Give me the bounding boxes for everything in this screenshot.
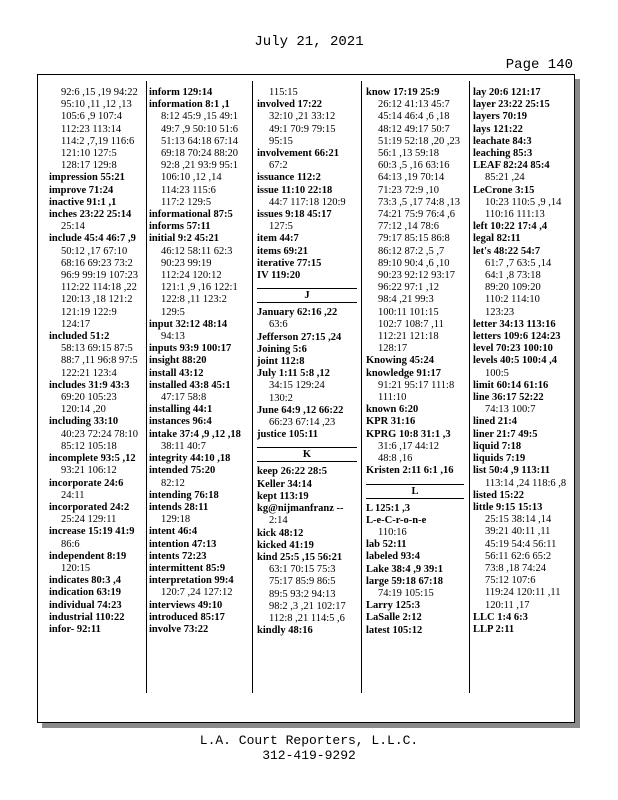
index-entry: large 59:18 67:18 (366, 575, 443, 587)
index-entry: lab 52:11 (366, 539, 407, 551)
section-letter-heading: J (257, 288, 357, 303)
index-entry: initial 9:2 45:21 (149, 233, 219, 245)
index-entry: keep 26:22 28:5 (257, 466, 327, 478)
index-entry-continuation: 112:24 120:12 (161, 270, 222, 282)
index-entry-continuation: 92:6 ,15 ,19 94:22 (61, 87, 138, 98)
index-entry: levels 40:5 100:4 ,4 (473, 355, 557, 367)
index-entry: introduced 85:17 (149, 611, 225, 623)
index-entry-continuation: 91:21 95:17 111:8 (378, 379, 455, 391)
index-entry-continuation: 74:13 100:7 (485, 404, 536, 416)
index-entry: informational 87:5 (149, 209, 233, 221)
index-entry: input 32:12 48:14 (149, 318, 228, 330)
index-entry: layers 70:19 (473, 111, 527, 123)
index-entry: inactive 91:1 ,1 (49, 196, 117, 208)
index-entry: knowledge 91:17 (366, 367, 441, 379)
index-entry: independent 8:19 (49, 550, 127, 562)
page-number: Page 140 (505, 57, 573, 73)
index-entry: Jefferson 27:15 ,24 (257, 331, 342, 343)
index-entry-continuation: 82:12 (161, 477, 185, 489)
index-entry-continuation: 96:9 99:19 107:23 (61, 270, 139, 282)
index-entry: level 70:23 100:10 (473, 343, 553, 355)
index-entry: involve 73:22 (149, 623, 209, 635)
index-entry-continuation: 38:11 40:7 (161, 440, 206, 452)
index-entry: leaching 85:3 (473, 148, 533, 160)
index-entry: joint 112:8 (257, 356, 305, 368)
index-entry-continuation: 34:15 129:24 (269, 380, 325, 392)
index-entry-continuation: 100:11 101:15 (378, 306, 439, 318)
index-entry-continuation: 67:2 (269, 160, 288, 172)
index-entry-continuation: 2:14 (269, 515, 288, 527)
index-entry-continuation: 45:19 54:4 56:11 (485, 538, 557, 550)
index-entry: lays 121:22 (473, 123, 523, 135)
index-entry: July 1:11 5:8 ,12 (257, 368, 330, 380)
index-entry: list 50:4 ,9 113:11 (473, 465, 551, 477)
index-entry-continuation: 112:21 121:18 (378, 331, 439, 343)
index-entry: intended 75:20 (149, 465, 216, 477)
index-entry-continuation: 69:18 70:24 88:20 (161, 148, 239, 160)
index-entry: involved 17:22 (257, 99, 323, 111)
index-entry: individual 74:23 (49, 599, 122, 611)
index-entry-continuation: 112:22 114:18 ,22 (61, 282, 137, 294)
index-entry: increase 15:19 41:9 (49, 526, 135, 538)
index-entry-continuation: 120:14 ,20 (61, 404, 106, 416)
index-entry: KPR 31:16 (366, 416, 416, 428)
index-entry: leachate 84:3 (473, 135, 532, 147)
index-entry-continuation: 123:23 (485, 306, 515, 318)
index-entry: liquids 7:19 (473, 453, 526, 465)
index-entry: interviews 49:10 (149, 599, 223, 611)
index-entry-continuation: 68:16 69:23 73:2 (61, 257, 133, 269)
index-entry: intending 76:18 (149, 489, 219, 501)
index-entry-continuation: 119:24 120:11 ,11 (485, 587, 561, 599)
document-date: July 21, 2021 (254, 34, 364, 50)
index-column-5 (473, 87, 571, 636)
index-entry: LLC 1:4 6:3 (473, 611, 528, 623)
index-entry-continuation: 73:8 ,18 74:24 (485, 562, 546, 574)
index-entry: lay 20:6 121:17 (473, 87, 541, 98)
index-entry-continuation: 73:3 ,5 ,17 74:8 ,13 (378, 196, 460, 208)
index-entry-continuation: 130:2 (269, 392, 293, 404)
index-entry-continuation: 115:15 (269, 87, 298, 98)
index-entry: letters 109:6 124:23 (473, 331, 561, 343)
index-entry: Lake 38:4 ,9 39:1 (366, 563, 443, 575)
index-entry-continuation: 48:8 ,16 (378, 453, 413, 465)
index-entry: items 69:21 (257, 245, 309, 257)
index-entry-continuation: 56:11 62:6 65:2 (485, 550, 552, 562)
index-entry-continuation: 86:6 (61, 538, 80, 550)
index-entry: intake 37:4 ,9 ,12 ,18 (149, 428, 241, 440)
index-entry: labeled 93:4 (366, 551, 420, 563)
index-entry-continuation: 69:20 105:23 (61, 392, 117, 404)
index-entry-continuation: 25:15 38:14 ,14 (485, 514, 552, 526)
index-entry: little 9:15 15:13 (473, 501, 543, 513)
index-entry: industrial 110:22 (49, 611, 125, 623)
index-entry: installing 44:1 (149, 404, 213, 416)
index-entry: incorporated 24:2 (49, 501, 130, 513)
index-entry-continuation: 114:2 ,7,19 116:6 (61, 135, 135, 147)
index-entry-continuation: 110:16 111:13 (485, 209, 545, 221)
word-index-table (37, 74, 575, 723)
section-letter-heading: L (366, 484, 464, 499)
index-entry-continuation: 113:14 ,24 118:6 ,8 (485, 477, 567, 489)
index-entry: intends 28:11 (149, 501, 209, 513)
index-entry-continuation: 117:2 129:5 (161, 196, 212, 208)
index-entry-continuation: 121:1 ,9 ,16 122:1 (161, 282, 238, 294)
index-entry: LeCrone 3:15 (473, 184, 535, 196)
index-entry: Knowing 45:24 (366, 355, 434, 367)
index-entry-continuation: 120:7 ,24 127:12 (161, 587, 233, 599)
index-entry: intent 46:4 (149, 526, 198, 538)
index-entry-continuation: 40:23 72:24 78:10 (61, 428, 139, 440)
index-entry-continuation: 56:1 ,13 59:18 (378, 148, 439, 160)
index-entry: iterative 77:15 (257, 257, 322, 269)
page-footer (0, 733, 618, 763)
index-entry-continuation: 100:5 (485, 367, 509, 379)
index-entry: layer 23:22 25:15 (473, 99, 550, 111)
index-entry-continuation: 61:7 ,7 63:5 ,14 (485, 257, 552, 269)
index-entry-continuation: 98:2 ,3 ,21 102:17 (269, 600, 346, 612)
index-entry-continuation: 129:5 (161, 306, 185, 318)
index-entry-continuation: 93:21 106:12 (61, 465, 117, 477)
index-entry: indication 63:19 (49, 587, 122, 599)
column-divider (252, 81, 253, 693)
index-entry-continuation: 60:3 ,5 ,16 63:16 (378, 160, 450, 172)
index-entry: include 45:4 46:7 ,9 (49, 233, 136, 245)
index-entry-continuation: 92:8 ,21 93:9 95:1 (161, 160, 239, 172)
index-entry: included 51:2 (49, 331, 110, 343)
index-entry: issuance 112:2 (257, 172, 321, 184)
index-entry: issues 9:18 45:17 (257, 209, 332, 221)
index-entry-continuation: 31:6 ,17 44:12 (378, 440, 439, 452)
index-entry: inputs 93:9 100:17 (149, 343, 232, 355)
index-entry: issue 11:10 22:18 (257, 184, 333, 196)
index-entry-continuation: 120:13 ,18 121:2 (61, 294, 133, 306)
index-entry-continuation: 46:12 58:11 62:3 (161, 245, 233, 257)
index-entry: inform 129:14 (149, 87, 213, 98)
index-entry: Larry 125:3 (366, 600, 420, 612)
index-entry-continuation: 85:12 105:18 (61, 440, 117, 452)
index-entry: incomplete 93:5 ,12 (49, 453, 136, 465)
index-entry-continuation: 63:1 70:15 75:3 (269, 564, 336, 576)
index-entry: liner 21:7 49:5 (473, 428, 538, 440)
index-entry-continuation: 111:10 (378, 392, 407, 404)
index-entry: LLP 2:11 (473, 623, 515, 635)
index-entry-continuation: 122:8 ,11 123:2 (161, 294, 227, 306)
index-entry-continuation: 124:17 (61, 318, 91, 330)
index-entry-continuation: 51:13 64:18 67:14 (161, 135, 239, 147)
index-entry-continuation: 32:10 ,21 33:12 (269, 111, 336, 123)
index-entry: known 6:20 (366, 404, 419, 416)
index-entry-continuation: 114:23 115:6 (161, 184, 216, 196)
index-entry-continuation: 102:7 108:7 ,11 (378, 318, 444, 330)
index-entry-continuation: 112:23 113:14 (61, 123, 122, 135)
index-entry: item 44:7 (257, 233, 299, 245)
index-entry-continuation: 95:10 ,11 ,12 ,13 (61, 99, 132, 111)
index-entry: listed 15:22 (473, 489, 525, 501)
index-entry: install 43:12 (149, 367, 204, 379)
index-entry: January 62:16 ,22 (257, 307, 338, 319)
index-entry: integrity 44:10 ,18 (149, 453, 231, 465)
index-entry-continuation: 122:21 123:4 (61, 367, 117, 379)
index-entry-continuation: 51:19 52:18 ,20 ,23 (378, 135, 460, 147)
index-entry-continuation: 64:13 ,19 70:14 (378, 172, 445, 184)
index-entry-continuation: 66:23 67:14 ,23 (269, 417, 336, 429)
index-entry: intention 47:13 (149, 538, 217, 550)
index-entry-continuation: 88:7 ,11 96:8 97:5 (61, 355, 138, 367)
court-reporter-phone: 312-419-9292 (262, 748, 356, 763)
index-entry-continuation: 128:17 129:8 (61, 160, 117, 172)
index-entry: infor- 92:11 (49, 623, 101, 635)
column-divider (146, 81, 147, 693)
index-entry: incorporate 24:6 (49, 477, 124, 489)
index-entry: KPRG 10:8 31:1 ,3 (366, 428, 451, 440)
index-entry-continuation: 47:17 58:8 (161, 392, 207, 404)
index-entry: let's 48:22 54:7 (473, 245, 541, 257)
index-entry-continuation: 79:17 85:15 86:8 (378, 233, 450, 245)
index-entry: justice 105:11 (257, 429, 318, 441)
index-entry-continuation: 120:11 ,17 (485, 599, 530, 611)
index-entry: kindly 48:16 (257, 625, 313, 637)
index-entry-continuation: 58:13 69:15 87:5 (61, 343, 133, 355)
index-entry: inches 23:22 25:14 (49, 209, 132, 221)
index-entry-continuation: 64:1 ,8 73:18 (485, 270, 541, 282)
index-entry-continuation: 105:6 ,9 107:4 (61, 111, 122, 123)
index-entry: intents 72:23 (149, 550, 207, 562)
index-entry-continuation: 112:8 ,21 114:5 ,6 (269, 612, 345, 624)
index-entry-continuation: 25:14 (61, 221, 85, 233)
index-entry: letter 34:13 113:16 (473, 318, 556, 330)
index-entry-continuation: 63:6 (269, 319, 288, 331)
index-entry: including 33:10 (49, 416, 119, 428)
index-entry: line 36:17 52:22 (473, 392, 544, 404)
index-entry-continuation: 127:5 (269, 221, 293, 233)
index-entry-continuation: 49:1 70:9 79:15 (269, 123, 336, 135)
index-entry-continuation: 89:10 90:4 ,6 ,10 (378, 257, 450, 269)
index-entry-continuation: 89:5 93:2 94:13 (269, 588, 336, 600)
index-entry-continuation: 39:21 40:11 ,11 (485, 526, 551, 538)
index-entry: left 10:22 17:4 ,4 (473, 221, 548, 233)
court-reporter-name: L.A. Court Reporters, L.L.C. (199, 733, 419, 748)
index-entry-continuation: 110:16 (378, 526, 407, 538)
index-entry: kg@nijmanfranz -- (257, 503, 344, 515)
index-entry: kick 48:12 (257, 527, 304, 539)
index-entry: impression 55:21 (49, 172, 125, 184)
index-entry-continuation: 24:11 (61, 489, 85, 501)
index-entry-continuation: 129:18 (161, 514, 191, 526)
index-entry-continuation: 95:15 (269, 135, 293, 147)
index-entry: instances 96:4 (149, 416, 212, 428)
index-entry-continuation: 121:10 127:5 (61, 148, 117, 160)
index-entry: Kristen 2:11 6:1 ,16 (366, 465, 454, 477)
index-entry-continuation: 120:15 (61, 562, 91, 574)
index-entry-continuation: 94:13 (161, 331, 185, 343)
index-column-3 (257, 87, 357, 637)
index-entry: limit 60:14 61:16 (473, 379, 549, 391)
index-entry: June 64:9 ,12 66:22 (257, 404, 344, 416)
index-column-1 (49, 87, 147, 636)
section-letter-heading: K (257, 447, 357, 462)
index-entry: includes 31:9 43:3 (49, 379, 130, 391)
index-entry-continuation: 75:17 85:9 86:5 (269, 576, 336, 588)
index-entry-continuation: 26:12 41:13 45:7 (378, 99, 450, 111)
column-divider (361, 81, 362, 693)
index-entry: legal 82:11 (473, 233, 521, 245)
index-entry: involvement 66:21 (257, 148, 339, 160)
index-entry: improve 71:24 (49, 184, 114, 196)
index-entry-continuation: 44:7 117:18 120:9 (269, 196, 346, 208)
index-entry-continuation: 75:12 107:6 (485, 575, 536, 587)
index-entry-continuation: 10:23 110:5 ,9 ,14 (485, 196, 562, 208)
index-entry: L 125:1 ,3 (366, 502, 411, 514)
index-entry-continuation: 90:23 92:12 93:17 (378, 270, 456, 282)
index-entry: indicates 80:3 ,4 (49, 575, 122, 587)
index-entry: LEAF 82:24 85:4 (473, 160, 550, 172)
index-entry: kept 113:19 (257, 490, 309, 502)
index-entry: Keller 34:14 (257, 478, 312, 490)
index-column-4 (366, 87, 464, 637)
index-entry-continuation: 110:2 114:10 (485, 294, 540, 306)
index-entry-continuation: 106:10 ,12 ,14 (161, 172, 222, 184)
index-entry: LaSalle 2:12 (366, 612, 422, 624)
index-entry-continuation: 74:19 105:15 (378, 587, 434, 599)
index-column-2 (149, 87, 245, 636)
column-divider (469, 81, 470, 693)
index-entry: interpretation 99:4 (149, 575, 234, 587)
index-entry: lined 21:4 (473, 416, 518, 428)
index-entry-continuation: 96:22 97:1 ,12 (378, 282, 439, 294)
index-entry: liquid 7:18 (473, 440, 522, 452)
index-entry-continuation: 71:23 72:9 ,10 (378, 184, 439, 196)
index-entry: IV 119:20 (257, 270, 301, 282)
index-entry-continuation: 50:12 ,17 67:10 (61, 245, 128, 257)
index-entry-continuation: 90:23 99:19 (161, 257, 212, 269)
index-entry-continuation: 45:14 46:4 ,6 ,18 (378, 111, 450, 123)
index-entry-continuation: 48:12 49:17 50:7 (378, 123, 450, 135)
index-entry-continuation: 89:20 109:20 (485, 282, 541, 294)
index-entry: Joining 5:6 (257, 343, 307, 355)
index-entry-continuation: 74:21 75:9 76:4 ,6 (378, 209, 456, 221)
index-entry: informs 57:11 (149, 221, 211, 233)
index-entry-continuation: 121:19 122:9 (61, 306, 117, 318)
index-entry-continuation: 25:24 129:11 (61, 514, 117, 526)
index-entry-continuation: 77:12 ,14 78:6 (378, 221, 439, 233)
index-entry: insight 88:20 (149, 355, 207, 367)
index-entry: kicked 41:19 (257, 539, 314, 551)
index-entry-continuation: 49:7 ,9 50:10 51:6 (161, 123, 239, 135)
index-entry-continuation: 85:21 ,24 (485, 172, 525, 184)
index-entry: installed 43:8 45:1 (149, 379, 231, 391)
index-entry: intermittent 85:9 (149, 562, 226, 574)
index-entry: latest 105:12 (366, 624, 423, 636)
index-entry: know 17:19 25:9 (366, 87, 440, 98)
index-entry: kind 25:5 ,15 56:21 (257, 551, 343, 563)
index-entry-continuation: 98:4 ,21 99:3 (378, 294, 434, 306)
index-entry: information 8:1 ,1 (149, 99, 230, 111)
index-entry-continuation: 86:12 87:2 ,5 ,7 (378, 245, 445, 257)
index-entry-continuation: 8:12 45:9 ,15 49:1 (161, 111, 239, 123)
index-entry-continuation: 128:17 (378, 343, 408, 355)
index-entry: L-e-C-r-o-n-e (366, 514, 427, 526)
